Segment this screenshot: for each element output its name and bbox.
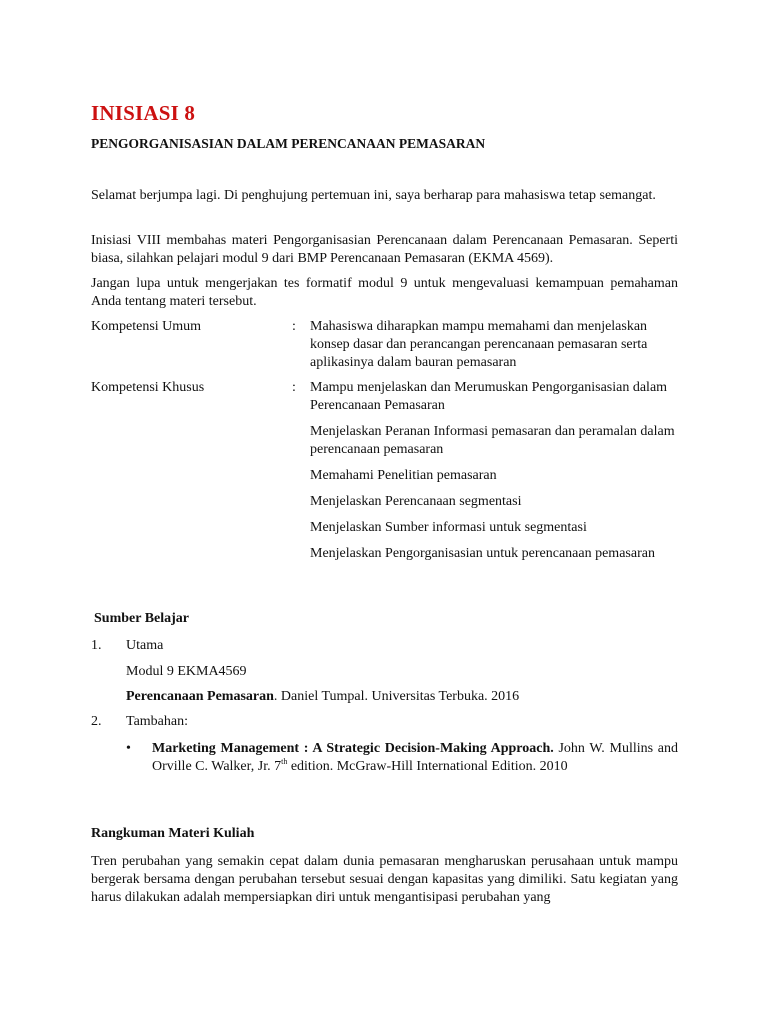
- kompetensi-khusus-item: Menjelaskan Perencanaan segmentasi: [310, 494, 522, 509]
- intro-paragraph-3: Jangan lupa untuk mengerjakan tes formatif modul 9 untuk mengevaluasi kemampuan pemahaman Anda tentang materi tersebut.: [91, 276, 678, 309]
- kompetensi-umum-label: Kompetensi Umum: [91, 319, 202, 334]
- kompetensi-khusus-item: Mampu menjelaskan dan Merumuskan Pengorganisasian dalam Perencanaan Pemasaran: [310, 380, 668, 413]
- rangkuman-heading: Rangkuman Materi Kuliah: [91, 826, 255, 841]
- sumber-item-1-number: 1.: [91, 638, 102, 653]
- kompetensi-khusus-item: Menjelaskan Pengorganisasian untuk perencanaan pemasaran: [310, 546, 655, 561]
- sumber-bullet-text: [152, 740, 678, 776]
- rangkuman-paragraph: Tren perubahan yang semakin cepat dalam dunia pemasaran mengharuskan perusahaan untuk mampu bergerak bersama dengan perubahan tersebut sesuai dengan kapasitas yang dimiliki. Satu kegiatan yang harus dilakukan adalah mempersiapkan diri untuk mengantisipasi perubahan yang: [91, 854, 678, 905]
- sumber-item-2-number: 2.: [91, 714, 102, 729]
- kompetensi-khusus-values: [310, 379, 680, 571]
- intro-paragraph-1: Selamat berjumpa lagi. Di penghujung pertemuan ini, saya berharap para mahasiswa tetap semangat.: [91, 188, 656, 203]
- kompetensi-umum-values: [310, 318, 680, 380]
- sumber-item-1-label: Utama: [126, 638, 164, 653]
- bullet-icon: •: [126, 741, 131, 756]
- sumber-item-1-module: Modul 9 EKMA4569: [126, 664, 247, 679]
- kompetensi-khusus-item: Menjelaskan Sumber informasi untuk segmentasi: [310, 520, 587, 535]
- kompetensi-umum-colon: :: [292, 319, 296, 334]
- sumber-bullet-superscript: th: [281, 757, 288, 766]
- sumber-bullet-authors: John W. Mullins and Orville C. Walker, Jr. 7: [152, 741, 679, 774]
- kompetensi-khusus-item: Memahami Penelitian pemasaran: [310, 468, 497, 483]
- sumber-belajar-heading: Sumber Belajar: [94, 611, 190, 626]
- sumber-item-1-book-details: . Daniel Tumpal. Universitas Terbuka. 2016: [273, 689, 520, 704]
- intro-paragraph-2: Inisiasi VIII membahas materi Pengorganisasian Perencanaan dalam Perencanaan Pemasaran. Seperti biasa, silahkan pelajari modul 9 dari BMP Perencanaan Pemasaran (EKMA 4569).: [91, 233, 678, 266]
- kompetensi-khusus-colon: :: [292, 380, 296, 395]
- kompetensi-khusus-item: Menjelaskan Peranan Informasi pemasaran dan peramalan dalam perencanaan pemasaran: [310, 424, 675, 457]
- page-subtitle: PENGORGANISASIAN DALAM PERENCANAAN PEMASARAN: [91, 136, 486, 151]
- kompetensi-umum-item: Mahasiswa diharapkan mampu memahami dan menjelaskan konsep dasar dan perancangan perencanaan pemasaran serta aplikasinya dalam bauran pemasaran: [310, 319, 648, 370]
- sumber-item-2-label: Tambahan:: [126, 714, 188, 729]
- sumber-item-1-book: [126, 688, 519, 706]
- sumber-bullet-edition: edition. McGraw-Hill International Edition. 2010: [287, 759, 568, 774]
- kompetensi-khusus-label: Kompetensi Khusus: [91, 380, 205, 395]
- sumber-bullet-book-title: Marketing Management : A Strategic Decision-Making Approach.: [152, 741, 554, 756]
- page-title: INISIASI 8: [91, 101, 196, 125]
- sumber-item-1-book-title: Perencanaan Pemasaran: [126, 689, 274, 704]
